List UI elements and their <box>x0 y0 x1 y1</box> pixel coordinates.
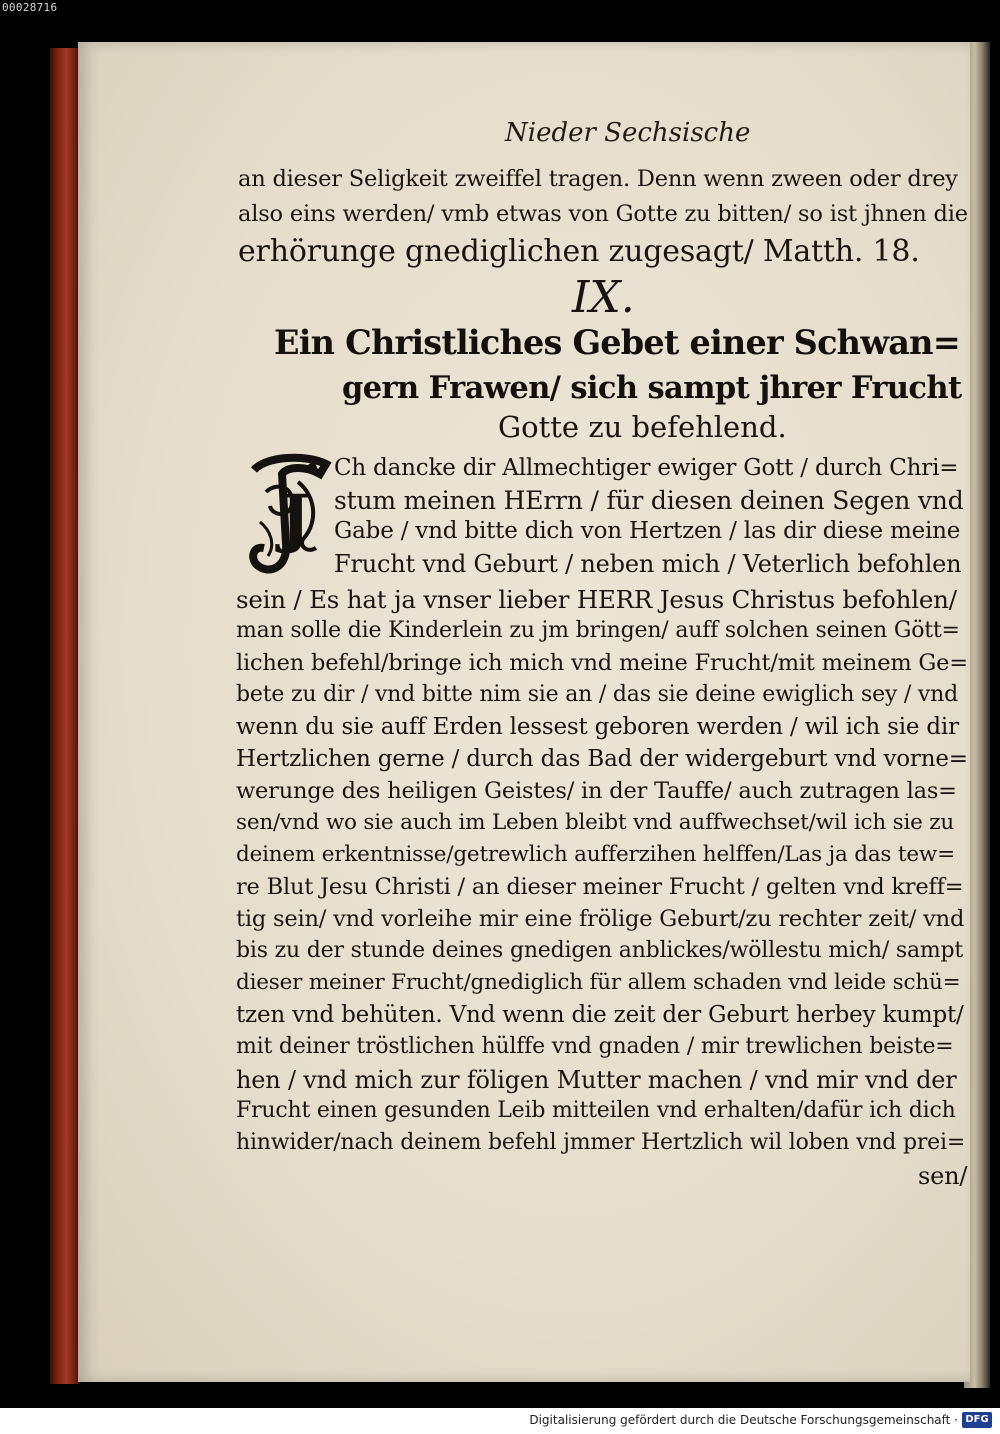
intro-line: an dieser Seligkeit zweiffel tragen. Denn wenn zween oder drey <box>238 166 958 192</box>
running-head: Nieder Sechsische <box>505 118 751 148</box>
body-line: bis zu der stunde deines gnedigen anblickes/wöllestu mich/ sampt <box>236 938 964 963</box>
body-line: werunge des heiligen Geistes/ in der Tauffe/ auch zutragen las= <box>236 778 957 804</box>
body-line: tig sein/ vnd vorleihe mir eine frölige Geburt/zu rechter zeit/ vnd <box>236 906 965 932</box>
body-line: bete zu dir / vnd bitte nim sie an / das sie deine ewiglich sey / vnd <box>236 682 958 707</box>
footer-bar <box>0 1408 1000 1434</box>
body-line: lichen befehl/bringe ich mich vnd meine Frucht/mit meinem Ge= <box>236 650 968 676</box>
body-line: dieser meiner Frucht/gnediglich für allem schaden vnd leide schü= <box>236 970 961 995</box>
heading-line: gern Frawen/ sich sampt jhrer Frucht <box>342 370 962 406</box>
decorated-initial-J <box>246 452 332 580</box>
body-line: stum meinen HErrn / für diesen deinen Segen vnd <box>334 486 964 515</box>
heading-line: Ein Christliches Gebet einer Schwan= <box>274 323 960 362</box>
body-line: Hertzlichen gerne / durch das Bad der widergeburt vnd vorne= <box>236 746 968 772</box>
body-line: Frucht vnd Geburt / neben mich / Veterlich befohlen <box>334 550 962 578</box>
intro-line: also eins werden/ vmb etwas von Gotte zu bitten/ so ist jhnen die <box>238 201 968 227</box>
body-line: man solle die Kinderlein zu jm bringen/ auff solchen seinen Gött= <box>236 618 960 643</box>
body-line: Gabe / vnd bitte dich von Hertzen / las dir diese meine <box>334 518 961 544</box>
heading-line: Gotte zu befehlend. <box>498 410 787 444</box>
body-line: wenn du sie auff Erden lessest geboren werden / wil ich sie dir <box>236 714 959 740</box>
body-line: hinwider/nach deinem befehl jmmer Hertzlich wil loben vnd prei= <box>236 1130 966 1155</box>
intro-line: erhörunge gnediglichen zugesagt/ Matth. 18. <box>238 234 920 269</box>
body-line: re Blut Jesu Christi / an dieser meiner Frucht / gelten vnd kreff= <box>236 874 964 900</box>
body-line: Ch dancke dir Allmechtiger ewiger Gott / durch Chri= <box>334 455 959 481</box>
dfg-logo: DFG <box>962 1412 992 1428</box>
section-number: IX. <box>572 272 635 323</box>
book-spine-edge <box>50 48 80 1384</box>
body-line: deinem erkentnisse/getrewlich aufferzihen helffen/Las ja das tew= <box>236 842 955 867</box>
body-line: Frucht einen gesunden Leib mitteilen vnd erhalten/dafür ich dich <box>236 1098 956 1123</box>
body-line: mit deiner tröstlichen hülffe vnd gnaden / mir trewlichen beiste= <box>236 1034 954 1059</box>
scan-id: 00028716 <box>2 1 58 14</box>
initial-letter: J <box>280 481 311 556</box>
body-line: tzen vnd behüten. Vnd wenn die zeit der Geburt herbey kumpt/ <box>236 1002 964 1028</box>
body-line: sen/ <box>918 1162 968 1190</box>
footer-credit: Digitalisierung gefördert durch die Deutsche Forschungsgemeinschaft · <box>529 1413 958 1427</box>
body-line: hen / vnd mich zur föligen Mutter machen / vnd mir vnd der <box>236 1066 957 1094</box>
body-line: sen/vnd wo sie auch im Leben bleibt vnd auffwechset/wil ich sie zu <box>236 810 955 835</box>
body-line: sein / Es hat ja vnser lieber HERR Jesus Christus befohlen/ <box>236 585 957 614</box>
